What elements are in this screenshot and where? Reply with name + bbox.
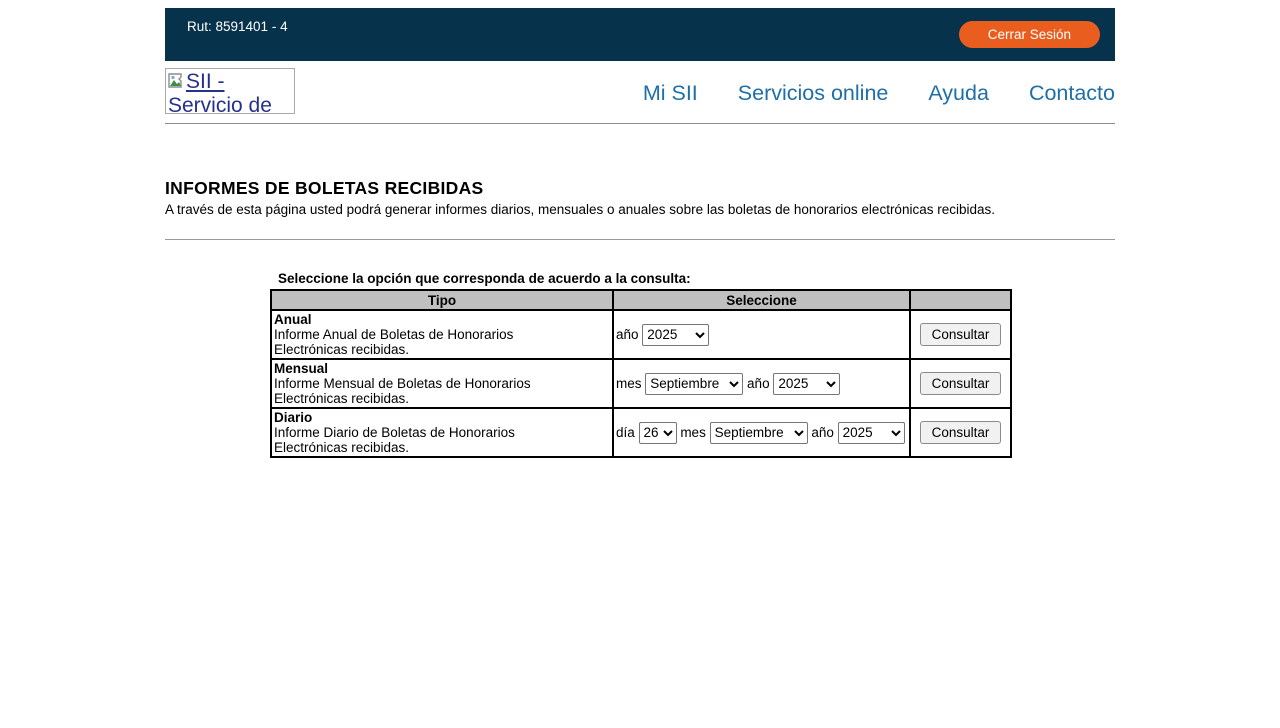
mensual-month-label: mes <box>616 375 642 391</box>
mensual-month-select[interactable] <box>645 373 743 395</box>
page-description: A través de esta página usted podrá generar informes diarios, mensuales o anuales sobre las boletas de honorarios electrónicas recibidas. <box>165 202 995 217</box>
diario-year-label: año <box>811 424 834 440</box>
diario-consultar-button[interactable]: Consultar <box>920 421 1002 444</box>
anual-type-cell <box>271 310 613 359</box>
report-options-table <box>270 289 1012 458</box>
mensual-year-label: año <box>747 375 770 391</box>
table-caption: Seleccione la opción que corresponda de acuerdo a la consulta: <box>278 271 691 286</box>
table-row-anual <box>271 310 1011 359</box>
mensual-consultar-button[interactable]: Consultar <box>920 372 1002 395</box>
mensual-action-cell <box>910 359 1011 408</box>
page-container <box>165 8 1115 458</box>
column-header-action <box>910 290 1011 310</box>
nav-item-mi-sii[interactable]: Mi SII <box>642 80 698 105</box>
anual-select-cell <box>613 310 910 359</box>
sii-logo-alt-text: SII - Servicio de <box>168 70 272 114</box>
section-divider <box>165 239 1115 240</box>
mensual-type-cell <box>271 359 613 408</box>
mensual-year-select[interactable] <box>773 373 840 395</box>
diario-select-cell <box>613 408 910 457</box>
anual-type-name: Anual <box>274 312 312 327</box>
diario-action-cell <box>910 408 1011 457</box>
mensual-type-name: Mensual <box>274 361 329 376</box>
sii-logo[interactable] <box>165 68 295 114</box>
anual-year-select[interactable] <box>642 324 709 346</box>
page-title: INFORMES DE BOLETAS RECIBIDAS <box>165 178 484 198</box>
anual-year-label: año <box>616 326 639 342</box>
broken-image-icon <box>168 73 185 88</box>
logout-button[interactable]: Cerrar Sesión <box>959 21 1100 48</box>
diario-month-label: mes <box>680 424 706 440</box>
topbar <box>165 8 1115 61</box>
nav-item-ayuda[interactable]: Ayuda <box>928 80 989 105</box>
diario-year-select[interactable] <box>838 422 905 444</box>
diario-type-description: Informe Diario de Boletas de Honorarios Electrónicas recibidas. <box>274 425 515 455</box>
anual-type-description: Informe Anual de Boletas de Honorarios Electrónicas recibidas. <box>274 327 514 357</box>
column-header-tipo: Tipo <box>271 290 613 310</box>
anual-consultar-button[interactable]: Consultar <box>920 323 1002 346</box>
diario-day-select[interactable] <box>639 422 677 444</box>
diario-day-label: día <box>616 424 635 440</box>
diario-type-name: Diario <box>274 410 313 425</box>
diario-month-select[interactable] <box>710 422 808 444</box>
table-row-mensual <box>271 359 1011 408</box>
column-header-seleccione: Seleccione <box>613 290 910 310</box>
mensual-select-cell <box>613 359 910 408</box>
table-header-row <box>271 290 1011 310</box>
nav-item-contacto[interactable]: Contacto <box>1028 80 1115 105</box>
table-row-diario <box>271 408 1011 457</box>
nav-item-servicios-online[interactable]: Servicios online <box>737 80 889 105</box>
anual-action-cell <box>910 310 1011 359</box>
rut-label: Rut: 8591401 - 4 <box>187 19 288 34</box>
diario-type-cell <box>271 408 613 457</box>
site-header <box>165 61 1115 124</box>
mensual-type-description: Informe Mensual de Boletas de Honorarios Electrónicas recibidas. <box>274 376 531 406</box>
main-nav <box>643 63 1115 123</box>
